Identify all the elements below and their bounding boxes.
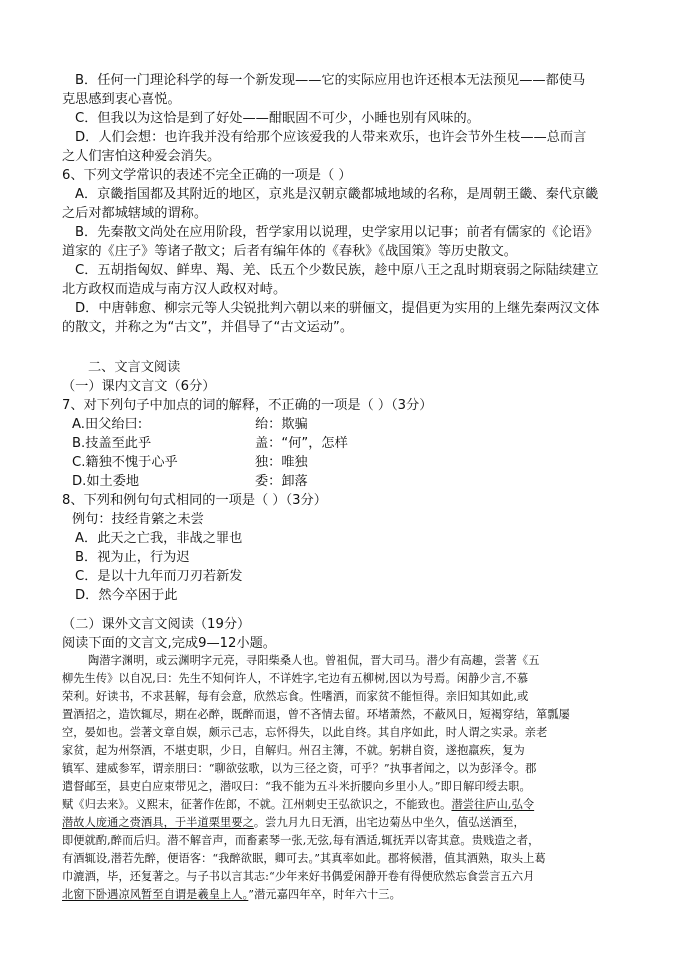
passage-line: 即便就酌,醉而后归。潜不解音声，而畜素琴一张,无弦,每有酒适,辄抚弄以寄其意。贵贱造之者， [62,834,540,847]
underlined-sentence: 潜故人庞通之赍酒具，于半道栗里要之 [62,816,254,829]
passage-text: ”潜元嘉四年卒，时年六十三。 [248,888,401,901]
q7-option-c-gloss: 独：唯独 [255,455,308,470]
q6-option-c-line2: 北方政权而造成与南方汉人政权对峙。 [62,282,287,297]
q7-stem: 7、对下列句子中加点的词的解释，不正确的一项是（ ）（3分） [62,398,433,413]
q8-stem: 8、下列和例句句式相同的一项是（ ）（3分） [62,493,327,508]
q7-option-c: C.籍独不愧于心乎 [72,455,178,470]
passage-line [62,868,534,886]
passage-line [62,886,401,904]
q6-stem: 6、下列文学常识的表述不完全正确的一项是（ ） [62,168,352,183]
q6-option-d-line2: 的散文，并称之为“古文”，并倡导了“古文运动”。 [62,320,354,335]
q7-option-d: D.如土委地 [72,474,140,489]
passage-line: 镇军、建威参军，谓亲朋曰：“聊欲弦歌，以为三径之资，可乎？”执事者闻之，以为彭泽令。郡 [62,762,537,775]
passage-line: 有酒辄设,潜若先醉，便语客：“我醉欲眠，卿可去。”其真率如此。郡将候潜，值其酒熟，取头上葛 [62,852,546,865]
subsection-1-title: （一）课内文言文（6分） [62,379,216,394]
subsection-2-title: （二）课外文言文阅读（19分） [62,617,251,632]
q5-option-d-line1: D．人们会想：也许我并没有给那个应该爱我的人带来欢乐，也许会节外生枝——总而言 [75,130,587,145]
passage-instruction: 阅读下面的文言文,完成9—12小题。 [62,636,276,651]
passage-text: 。尝九月九日无酒，出宅边菊丛中坐久，值弘送酒至， [253,816,525,829]
q8-option-a: A．此天之亡我，非战之罪也 [75,531,243,546]
q8-option-c: C．是以十九年而刀刃若新发 [75,569,243,584]
q6-option-a-line1: A．京畿指国都及其附近的地区，京兆是汉朝京畿都城地域的名称，是周朝王畿、秦代京畿 [75,187,599,202]
q7-option-a-gloss: 绐：欺骗 [255,417,308,432]
passage-line: 荣利。好读书，不求甚解，每有会意，欣然忘食。性嗜酒，而家贫不能恒得。亲旧知其如此,或 [62,690,529,703]
q5-option-c: C．但我以为这恰是到了好处——酣眠固不可少，小睡也别有风味的。 [75,111,480,126]
passage-line: 柳先生传》以自况,曰：先生不知何许人，不详姓字,宅边有五柳树,因以为号焉。闲静少言,不慕 [62,672,529,685]
q7-option-a: A.田父绐曰: [72,417,143,432]
passage-line: 遣督邮至，县吏白应束带见之，潜叹曰：“我不能为五斗米折腰向乡里小人。”即日解印绶去职。 [62,780,531,793]
q6-option-c-line1: C．五胡指匈奴、鲜卑、羯、羌、氐五个少数民族，趁中原八王之乱时期衰弱之际陆续建立 [75,263,599,278]
passage-line: 空，晏如也。尝著文章自娱，颇示己志，忘怀得失，以此自终。其自序如此，时人谓之实录。亲老 [62,726,548,739]
passage-text: 巾漉酒，毕，还复著之。与子书以言其志:“少年来好书偶爱闲静开卷有得便欣然忘食尝言五六月 [62,870,535,883]
q5-option-b-line1: B．任何一门理论科学的每一个新发现——它的实际应用也许还根本无法预见——都使马 [75,73,586,88]
q6-option-a-line2: 之后对都城辖域的谓称。 [62,206,208,221]
passage-text: 赋《归去来》。义熙末，征著作佐郎，不就。江州刺史王弘欲识之，不能致也。 [62,798,452,811]
q8-option-b: B．视为止，行为迟 [75,550,190,565]
q8-example: 例句：技经肯綮之未尝 [72,512,204,527]
q8-option-d: D．然今卒困于此 [75,588,178,603]
q7-option-d-gloss: 委：卸落 [255,474,308,489]
q7-option-b-gloss: 盖：“何”，怎样 [255,436,348,451]
q6-option-d-line1: D．中唐韩愈、柳宗元等人尖锐批判六朝以来的骈俪文，提倡更为实用的上继先秦两汉文体 [75,301,600,316]
passage-line: 家贫，起为州祭酒，不堪吏职，少日，自解归。州召主簿，不就。躬耕自资，遂抱羸疾，复为 [62,744,525,757]
q5-option-b-line2: 克思感到衷心喜悦。 [62,92,181,107]
underlined-sentence: 北窗下卧遇凉风暂至自谓是羲皇上人。 [62,888,249,901]
passage-line [62,814,525,832]
q6-option-b-line2: 道家的《庄子》等诸子散文；后者有编年体的《春秋》《战国策》等历史散文。 [62,244,517,259]
passage-line: 置酒招之，造饮辄尽，期在必醉，既醉而退，曾不吝情去留。环堵萧然，不蔽风日，短褐穿结，箪瓢屡 [62,708,570,721]
section-title: 二、文言文阅读 [88,360,181,375]
q5-option-d-line2: 之人们害怕这种爱会消失。 [62,149,221,164]
passage-line [62,796,534,814]
passage-line: 陶潜字渊明，或云渊明字元亮，寻阳柴桑人也。曾祖侃，晋大司马。潜少有高趣，尝著《五 [88,654,540,667]
q7-option-b: B.技盖至此乎 [72,436,152,451]
q6-option-b-line1: B．先秦散文尚处在应用阶段，哲学家用以说理，史学家用以记事；前者有儒家的《论语》 [75,225,599,240]
underlined-sentence: 潜尝往庐山,弘令 [451,798,535,811]
